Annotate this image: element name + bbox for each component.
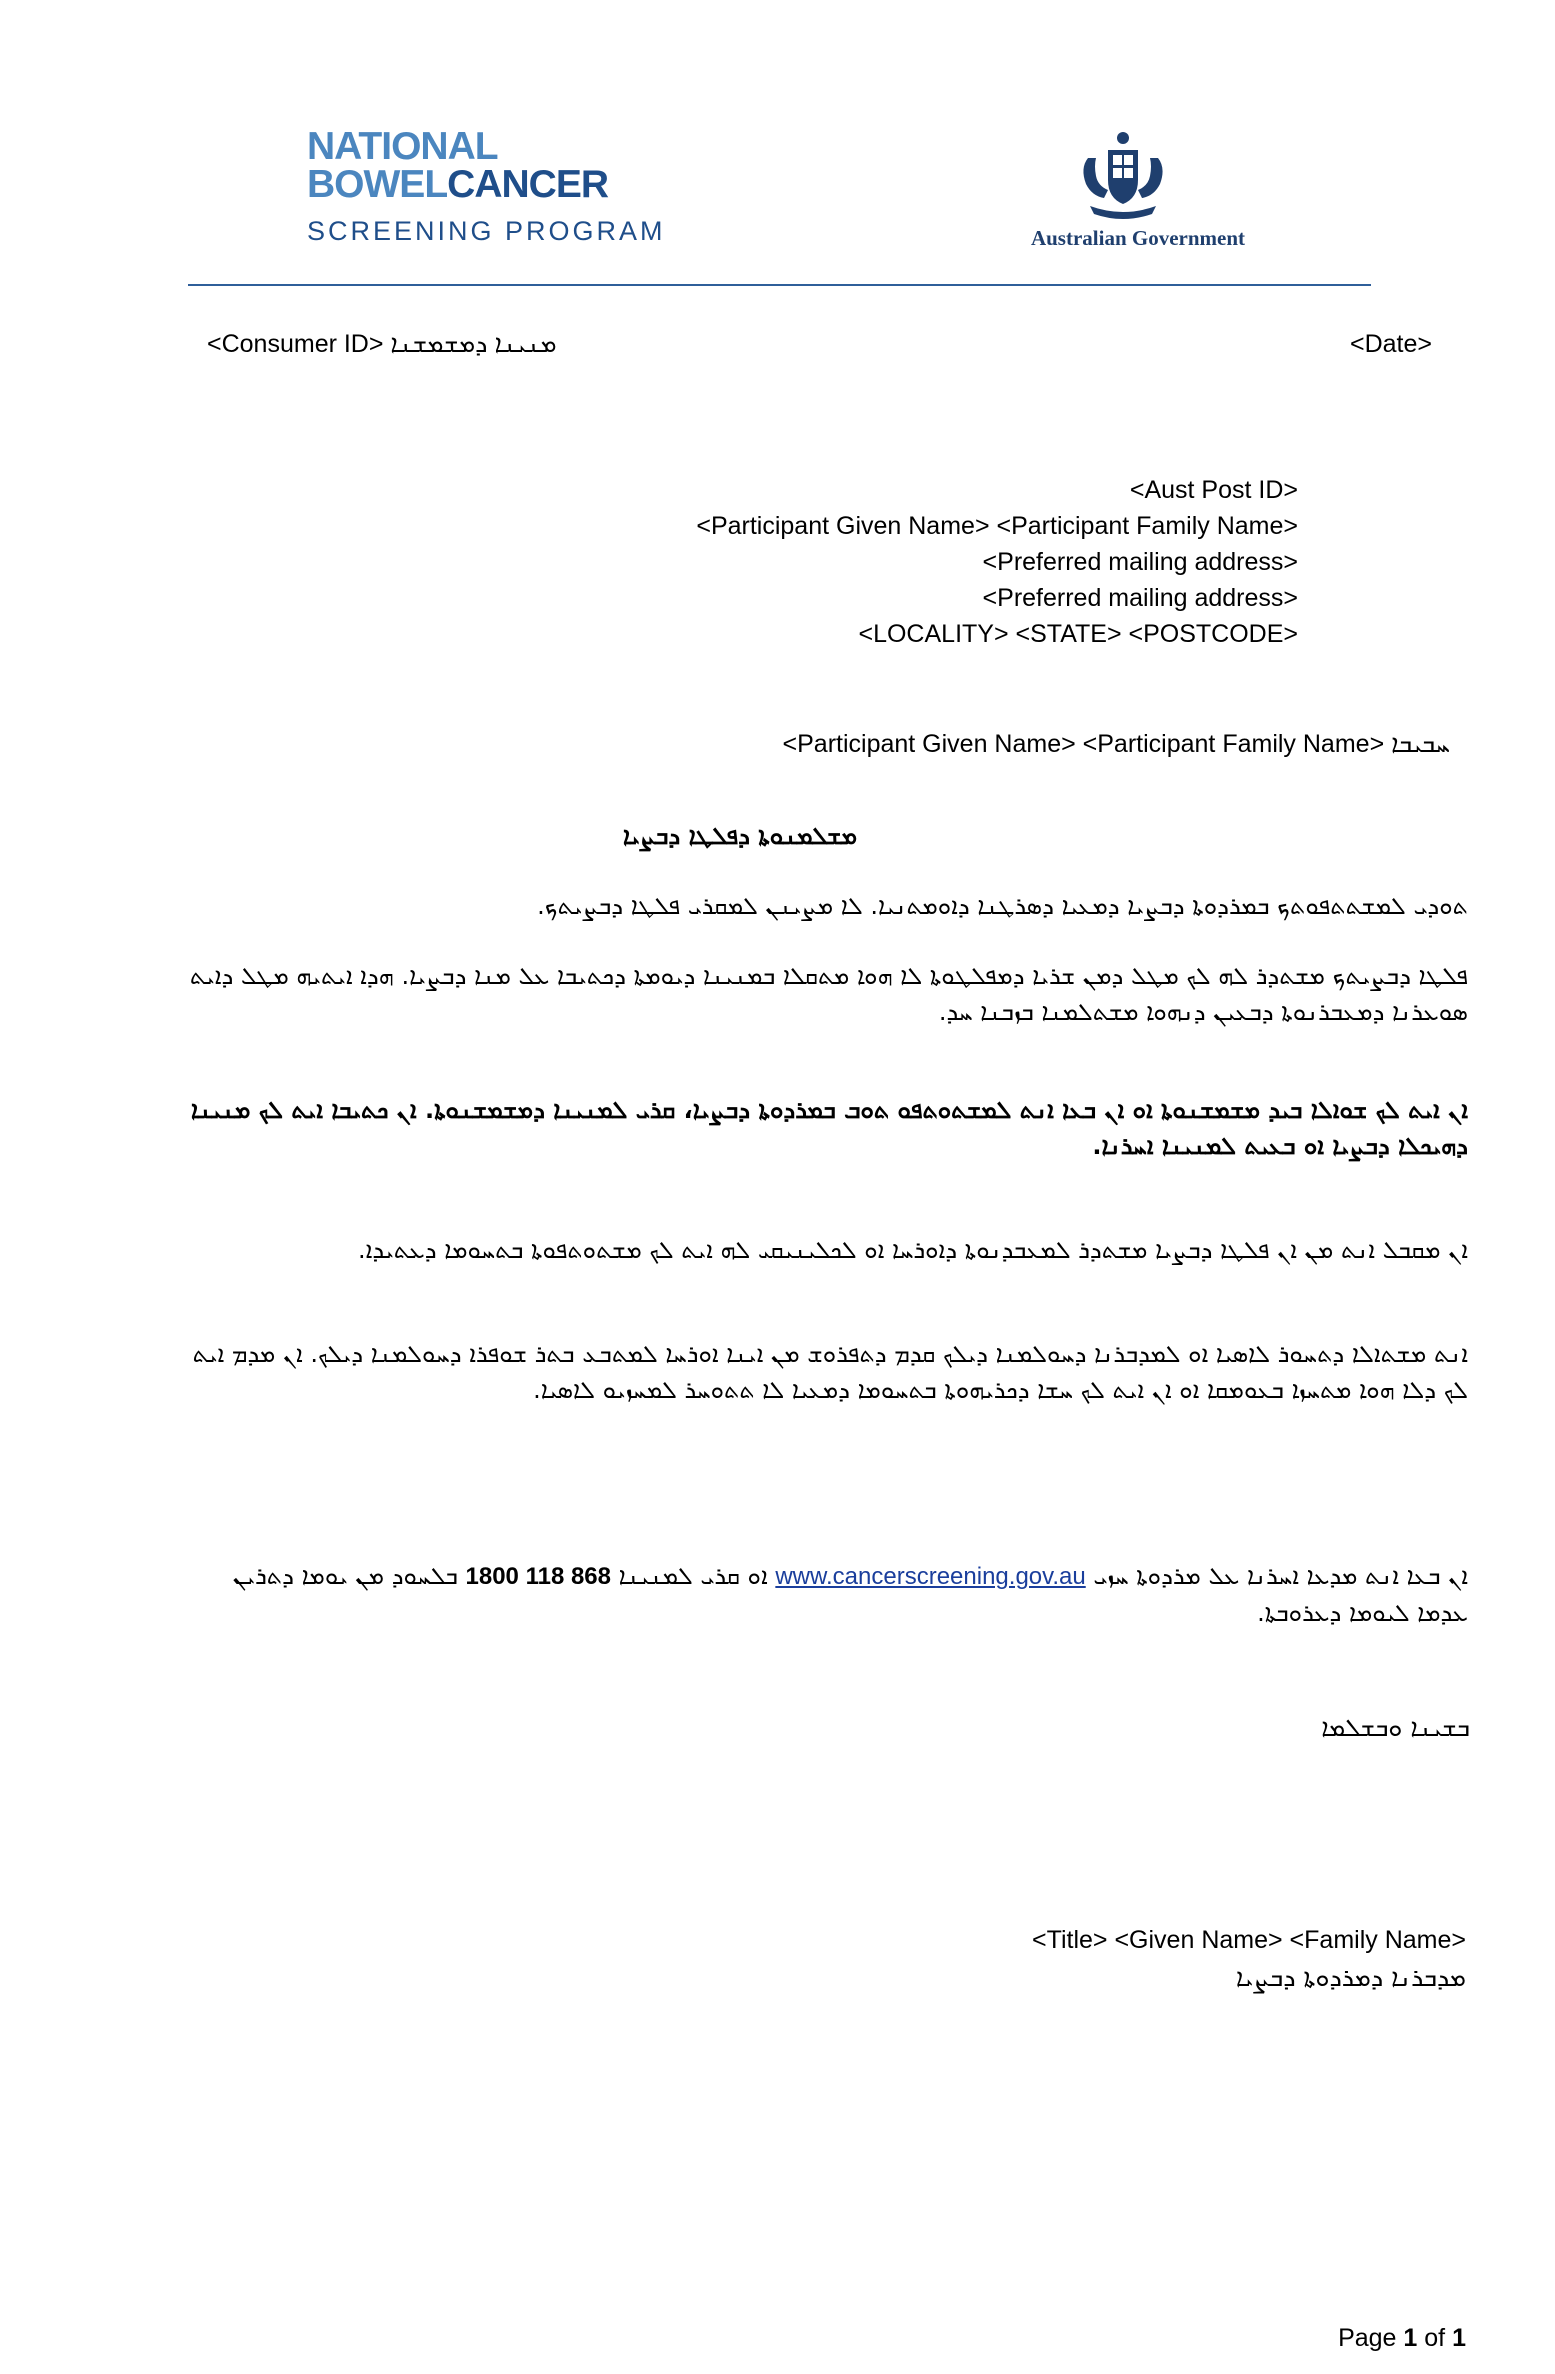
header-divider [188,284,1371,286]
page-number [1200,2324,1466,2353]
address-post-id: <Aust Post ID> [1129,476,1298,504]
page-total: 1 [1452,2324,1466,2352]
signatory-role: ܡܕܒܪܢܐ ܕܡܪܕܘܬܐ ܕܒܨܝܐ [1235,1963,1466,1992]
closing: ܒܫܝܢܐ ܘܒܫܠܡܐ [1321,1713,1470,1742]
signatory-name: <Title> <Given Name> <Family Name> [1032,1926,1466,1954]
paragraph-3: ܐܢ ܐܝܬ ܠܟ ܫܘܐܠܐ ܒܝܕ ܡܫܡܫܢܘܬܐ ܐܘ ܐܢ ܒܥܐ ܐܢܬ ܠܡܫܬܘܬܦܘ ܬܘܒ ܒܡܪܕܘܬܐ ܕܒܨܝܐ، ܩܪܝ ܠܡܢܝܢܐ ܕܡܫܡܫܢܘܬܐ. ܐܢ ܟܬܝܒܐ ܐܝܬ ܠܟ ܡܢܝܢܐ ܕܗܝܟܠܐ ܕܒܨܝܐ ܐܘ ܒܥܝܬ ܠܡܢܝܢܐ ܐܚܪܢܐ. [190,1096,1468,1160]
government-name: Australian Government [1030,226,1246,250]
salutation: <Participant Given Name> <Participant Family Name> ܚܒܝܒܐ [782,730,1450,758]
paragraph-5: ܐܢܬ ܡܫܬܐܠܐ ܕܬܚܘܪ ܠܐܣܝܐ ܐܘ ܠܡܕܒܪܢܐ ܕܚܘܠܡܢܐ ܕܝܠܟ ܩܕܡ ܕܬܦܪܘܫ ܡܢ ܐܝܢܐ ܐܘܪܚܐ ܠܡܬܒܥ ܒܬܪ ܫܘܦܪܐ ܕܚܘܠܡܢܐ ܕܝܠܟ. ܐܢ ܡܕܡ ܐܝܬ ܠܟ ܕܠܐ ܗܘܐ ܡܬܚܙܐ ܒܥܘܡܩܐ ܐܘ ܐܢ ܐܝܬ ܠܟ ܚܫܐ ܕܟܪܝܗܘܬܐ ܒܬܚܘܡܐ ܕܡܥܝܐ ܠܐ ܬܬܘܚܪ ܠܡܚܙܝܘ ܠܐܣܝܐ. [192,1340,1468,1404]
phone-number: 1800 118 868 [465,1563,612,1590]
address-name: <Participant Given Name> <Participant Family Name> [696,512,1298,540]
letter-date: <Date> [1350,330,1433,358]
paragraph-6-end: ܒܠܚܘܕ ܡܢ ܝܘܡܐ ܕܬܪܝܢ ܥܕܡܐ ܠܝܘܡܐ ܕܥܪܘܒܬܐ. [232,1562,1468,1627]
logo-line-3: SCREENING PROGRAM [307,216,666,246]
paragraph-1: ܬܘܕܝ ܠܡܫܬܬܦܘܬܟ ܒܡܪܕܘܬܐ ܕܒܨܝܐ ܕܡܥܝܐ ܕܣܪܛܢܐ ܕܐܘܡܬܢܝܐ. ܠܐ ܡܨܝܢܢ ܠܡܩܪܝ ܦܠܛܐ ܕܒܨܝܬܟ. [537,892,1468,920]
address-line-1: <Preferred mailing address> [982,548,1298,576]
page-label: Page [1338,2324,1397,2352]
paragraph-6-start: ܐܢ ܒܥܐ ܐܢܬ ܡܕܥܐ ܐܚܪܢܐ ܥܠ ܡܪܕܘܬܐ ܚܙܝ [1093,1562,1468,1590]
logo-line-2: BOWELCANCER [307,163,608,206]
address-line-2: <Preferred mailing address> [982,584,1298,612]
address-locality: <LOCALITY> <STATE> <POSTCODE> [858,620,1298,648]
paragraph-4: ܐܢ ܡܩܒܠ ܐܢܬ ܡܢ ܐܢ ܦܠܛܐ ܕܒܨܝܐ ܡܫܬܕܪ ܠܡܥܒܕܢܘܬܐ ܕܐܘܪܚܐ ܐܘ ܠܟܠܝܢܝܩܝ ܠܗ ܐܝܬ ܠܟ ܡܫܬܘܬܦܘܬܐ ܒܬܚܘܡܐ ܕܥܬܝܕܐ. [358,1236,1468,1264]
paragraph-6-middle: ܐܘ ܩܪܝ ܠܡܢܝܢܐ [618,1562,768,1590]
consumer-id-line: <Consumer ID> ܡܢܝܢܐ ܕܡܫܡܫܢܐ [207,330,557,358]
page-current: 1 [1403,2324,1418,2352]
address-block [560,472,1298,652]
paragraph-6 [188,1558,1468,1631]
website-link[interactable]: www.cancerscreening.gov.au [775,1563,1086,1590]
coat-of-arms-icon [1068,128,1178,228]
page-of: of [1424,2324,1446,2352]
program-logo [307,125,666,250]
letter-subject: ܡܫܠܡܢܘܬܐ ܕܦܠܛܐ ܕܒܨܝܐ [622,822,858,850]
paragraph-2: ܦܠܛܐ ܕܒܨܝܬܟ ܡܫܬܕܪ ܠܗ ܠܟ ܡܛܠ ܕܡܢ ܫܪܝܐ ܕܡܦܠܛܘܬܐ ܠܐ ܗܘܐ ܡܬܩܠܐ ܒܡܢܝܢܐ ܕܝܘܡܬܐ ܕܟܬܝܒܐ ܥܠ ܡܢܐ ܕܒܨܝܐ. ܗܕܐ ܐܝܬܝܗ ܡܛܠ ܕܐܝܬ ܣܘܥܪܢܐ ܕܡܥܒܪܢܘܬܐ ܕܒܥܝܢ ܕܢܗܘܐ ܡܫܬܠܡܢܐ ܒܙܒܢܐ ܚܕ. [189,962,1468,1026]
logo-line-1: NATIONAL [307,125,498,168]
